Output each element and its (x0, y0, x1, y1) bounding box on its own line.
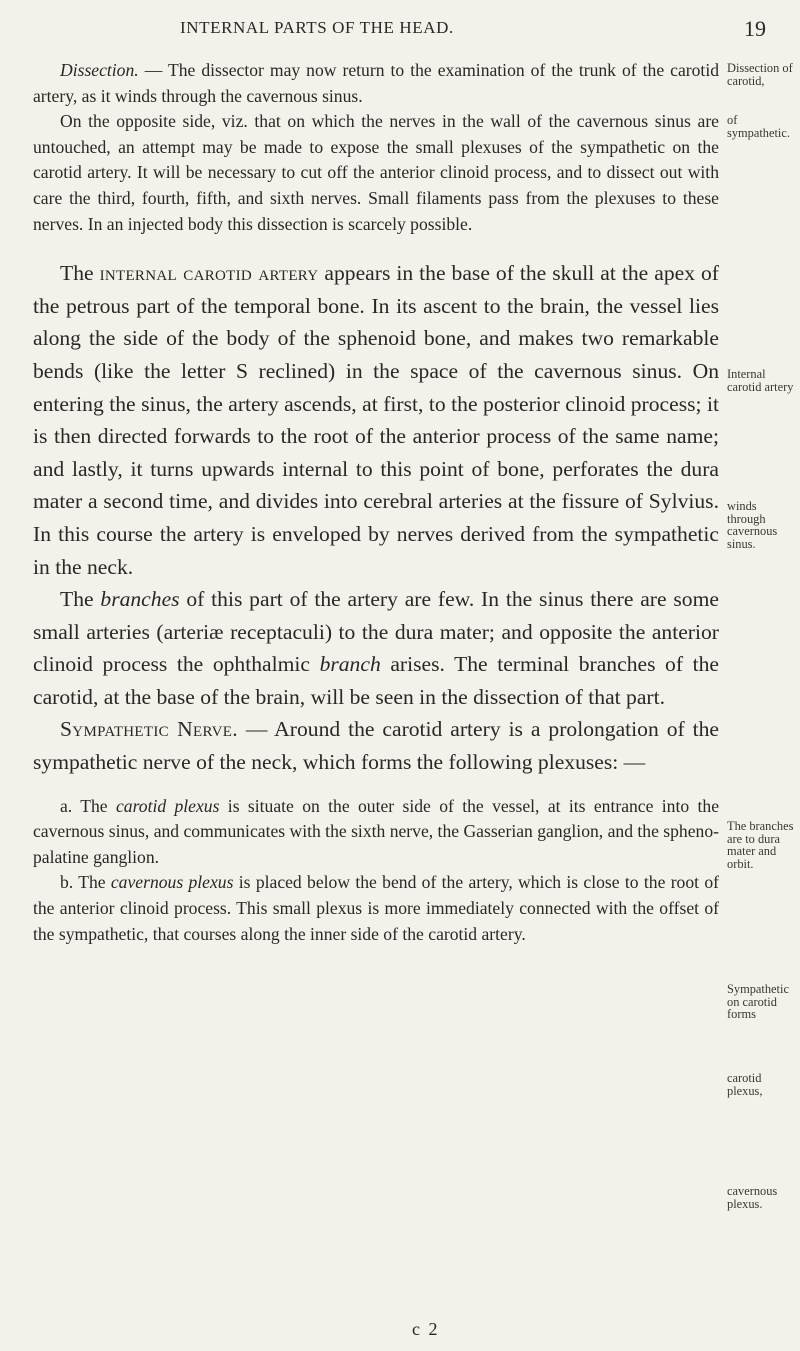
margin-note: Internal carotid artery (727, 367, 794, 394)
paragraph-heading: Dissection. (60, 60, 139, 80)
page-header (0, 16, 800, 44)
margin-note: The branches are to dura mater and orbit. (727, 819, 794, 871)
margin-note: winds through cavernous sinus. (727, 499, 778, 551)
paragraph-carotid-plexus: a. The carotid plexus is situate on the outer side of the vessel, at its entrance into the cavernous sinus, and communicates with the sixth nerve, the Gasserian ganglion, and the spheno-palatine ganglion. (33, 795, 720, 867)
paragraph-dissection: Dissection. — The dissector may now return to the examination of the trunk of the carotid artery, as it winds through the cavernous sinus. (33, 60, 719, 106)
running-head: INTERNAL PARTS OF THE HEAD. (180, 18, 454, 37)
carotid-section (33, 257, 719, 779)
signature-mark: c 2 (412, 1319, 440, 1339)
paragraph-internal-carotid: The internal carotid artery appears in the base of the skull at the apex of the petrous part of the temporal bone. In its ascent to the brain, the vessel lies along the side of the body of the sphenoid bone, and makes two remarkable bends (like the letter S reclined) in the space of the cavernous sinus. On entering the sinus, the artery ascends, at first, to the posterior clinoid process; it is then directed forwards to the root of the anterior process of the same name; and lastly, it turns upwards internal to this point of bone, perforates the dura mater a second time, and divides into cerebral arteries at the fissure of Sylvius. In this course the artery is enveloped by nerves derived from the sympathetic in the neck. (33, 261, 719, 579)
paragraph-branches: The branches of this part of the artery are few. In the sinus there are some small arteries (arteriæ receptaculi) to the dura mater; and opposite the anterior clinoid process the ophthalmic branch arises. The terminal branches of the carotid, at the base of the brain, will be seen in the dissection of that part. (33, 587, 719, 709)
dissection-section (33, 58, 719, 237)
page-number: 19 (744, 16, 766, 41)
margin-note: of sympathetic. (727, 113, 790, 140)
section-term: internal carotid artery (99, 261, 319, 286)
paragraph-sympathetic-nerve: Sympathetic Nerve. — Around the carotid artery is a prolongation of the sympathetic nerve of the neck, which forms the following plexuses: — (33, 717, 719, 775)
margin-note: Sympathetic on carotid forms (727, 982, 789, 1022)
plexus-section (33, 794, 719, 948)
margin-note: cavernous plexus. (727, 1184, 778, 1211)
paragraph-cavernous-plexus: b. The cavernous plexus is placed below the bend of the artery, which is close to the root of the anterior clinoid process. This small plexus is more immediately connected with the offset of the sympathetic, that courses along the inner side of the carotid artery. (33, 872, 720, 944)
paragraph-sympathetic-dissection: On the opposite side, viz. that on which the nerves in the wall of the cavernous sinus are untouched, an attempt may be made to expose the small plexuses of the sympathetic on the carotid artery. It will be necessary to cut off the anterior clinoid process, and to dissect out with care the third, fourth, fifth, and sixth nerves. Small filaments pass from the plexuses to these nerves. In an injected body this dissection is scarcely possible. (33, 111, 719, 234)
margin-note: Dissection of carotid, (727, 61, 793, 88)
section-term: Sympathetic Nerve. (60, 717, 238, 742)
margin-note: carotid plexus, (727, 1071, 763, 1098)
body-text (33, 58, 719, 947)
